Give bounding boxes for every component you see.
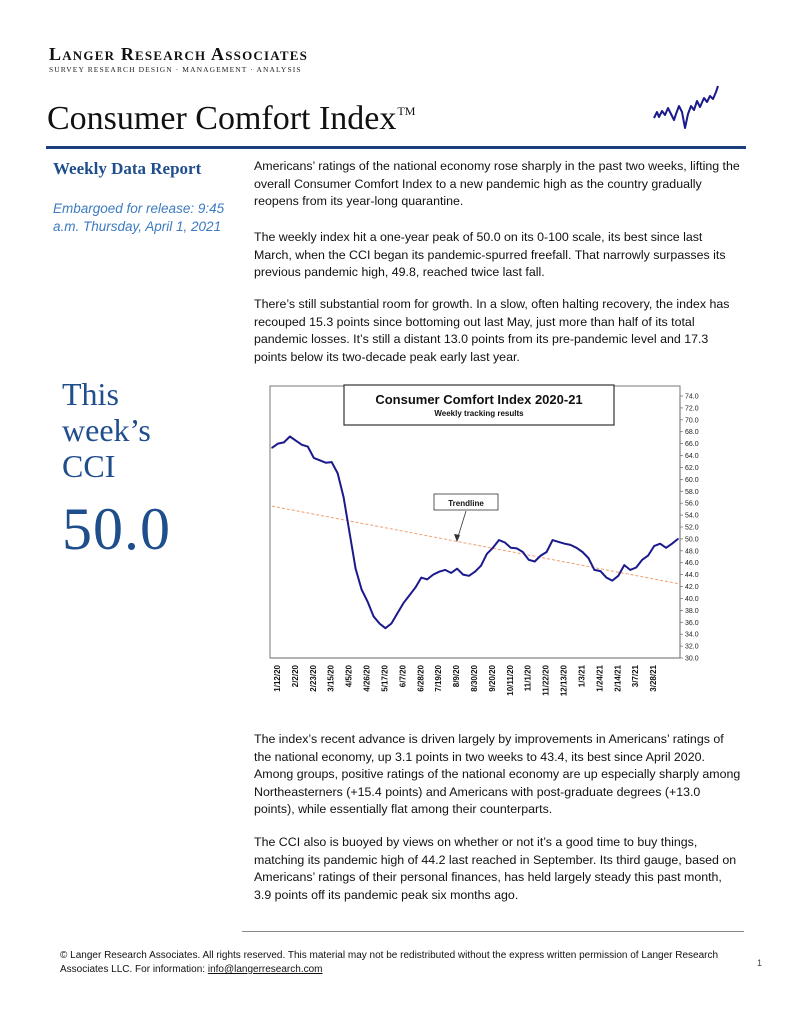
x-tick-label: 9/20/20 [487,665,497,692]
cci-value: 50.0 [62,496,171,562]
y-tick-label: 68.0 [685,429,699,437]
y-tick-label: 70.0 [685,417,699,425]
x-tick-label: 1/3/21 [577,665,587,688]
x-tick-label: 1/24/21 [595,665,605,692]
data-point [426,579,428,581]
data-point [343,496,345,498]
data-point [600,570,602,572]
y-tick-label: 74.0 [685,393,699,401]
x-tick-label: 2/23/20 [308,665,318,692]
cci-label: This week’s CCI [62,376,151,484]
y-tick-label: 72.0 [685,405,699,413]
y-tick-label: 44.0 [685,572,699,580]
x-tick-label: 4/26/20 [362,665,372,692]
y-tick-label: 36.0 [685,619,699,627]
data-point [671,543,673,545]
data-point [438,571,440,573]
y-tick-label: 54.0 [685,512,699,520]
data-point [516,548,518,550]
data-point [486,553,488,555]
x-tick-label: 10/11/20 [505,665,515,696]
data-point [576,547,578,549]
y-tick-label: 48.0 [685,548,699,556]
data-point [468,575,470,577]
x-tick-label: 3/7/21 [631,665,641,688]
trademark-mark: TM [397,104,416,118]
data-point [570,544,572,546]
x-tick-label: 12/13/20 [559,665,569,697]
data-point [534,561,536,563]
data-point [653,545,655,547]
y-tick-group [680,394,699,663]
data-point [403,602,405,604]
data-point [504,542,506,544]
body-paragraph-2: The weekly index hit a one-year peak of 50.0 on its 0-100 scale, its best since last March, when the CCI began its pandemic-spurred freefall. That narrowly surpasses its previous pandemic high, 49.8, reached twice last fall. [254,230,726,279]
title-text: Consumer Comfort Index [47,100,397,137]
contact-email-link[interactable]: info@langerresearch.com [207,964,323,975]
data-point [623,564,625,566]
data-point [665,547,667,549]
x-tick-label: 6/28/20 [416,665,426,692]
data-point [271,447,273,449]
zigzag-line-logo-icon [652,84,722,138]
x-tick-label: 8/9/20 [452,665,462,688]
x-tick-label: 11/22/20 [541,665,551,696]
data-point [289,436,291,438]
data-point [367,601,369,603]
body-paragraph-1: Americans’ ratings of the national economy rose sharply in the past two weeks, lifting the overall Consumer Comfort Index to a new pandemic high as the country gradually reopens from its year-long quarantine. [254,159,740,208]
data-point [414,587,416,589]
y-tick-label: 40.0 [685,595,699,603]
page-title [47,100,415,138]
data-point [522,551,524,553]
data-point [379,623,381,625]
y-tick-label: 30.0 [685,655,699,663]
brand-tagline: SURVEY RESEARCH DESIGN · MANAGEMENT · ANALYSIS [49,65,302,74]
trendline-callout: Trendline [448,499,484,508]
brand-name: Langer Research Associates [49,44,309,64]
data-point [283,442,285,444]
footer-text: © Langer Research Associates. All rights reserved. This material may not be redistributed without the express written permission of Langer Research Associates LLC. For information: [60,950,719,975]
data-point [301,444,303,446]
x-tick-label: 5/17/20 [380,665,390,692]
data-point [492,547,494,549]
data-point [659,543,661,545]
data-point [647,555,649,557]
y-tick-label: 64.0 [685,453,699,461]
x-tick-label: 2/14/21 [613,665,623,692]
x-tick-group [273,664,658,696]
data-point [546,551,548,553]
data-point [606,577,608,579]
data-point [558,541,560,543]
data-point [641,559,643,561]
data-point [528,559,530,561]
data-point [617,575,619,577]
cci-line-chart [262,382,702,704]
page-number: 1 [757,958,763,968]
data-point [629,569,631,571]
data-point [385,627,387,629]
y-tick-label: 66.0 [685,441,699,449]
data-point [498,539,500,541]
data-point [319,460,321,462]
x-tick-label: 6/7/20 [398,665,408,688]
x-tick-label: 3/15/20 [326,665,336,692]
footer-rule [242,931,744,932]
embargo-notice: Embargoed for release: 9:45 a.m. Thursday, April 1, 2021 [53,201,225,234]
y-tick-label: 50.0 [685,536,699,544]
y-tick-label: 34.0 [685,631,699,639]
data-point [510,547,512,549]
data-point [409,595,411,597]
y-tick-label: 42.0 [685,584,699,592]
data-point [331,461,333,463]
body-paragraph-5: The CCI also is buoyed by views on whether or not it’s a good time to buy things, matching its pandemic high of 44.2 last reached in September. Its third gauge, based on Americans’ ratings of their personal finances, has held largely steady this past month, 3.9 points off its pandemic peak six months ago. [254,835,737,902]
x-tick-label: 7/19/20 [434,665,444,692]
data-point [361,589,363,591]
data-point [564,543,566,545]
body-paragraph-3: There’s still substantial room for growth. In a slow, often halting recovery, the index has recouped 15.3 points since bottoming out last May, just more than half of its total pandemic losses. It’s still a distant 13.0 points from its pre-pandemic level and 17.3 points below its two-decade peak early last year. [254,297,730,364]
x-tick-label: 4/5/20 [344,665,354,688]
y-tick-label: 60.0 [685,476,699,484]
x-tick-label: 3/28/21 [649,665,659,692]
data-point [391,623,393,625]
body-paragraph-4: The index’s recent advance is driven largely by improvements in Americans’ ratings of the national economy, up 3.1 points in two weeks to 43.4, its best since April 2020. Among groups, positive ratings of the national economy are up especially sharply among Northeasterners (+15.4 points) and Americans with post-graduate degrees (+13.0 points), while essentially flat among their counterparts. [254,732,741,816]
data-point [594,569,596,571]
data-point [552,539,554,541]
chart-subtitle: Weekly tracking results [434,409,524,418]
data-point [313,457,315,459]
data-point [355,568,357,570]
x-tick-label: 11/1/20 [523,665,533,692]
data-point [337,473,339,475]
data-point [588,557,590,559]
data-point [462,574,464,576]
y-tick-label: 52.0 [685,524,699,532]
data-point [480,565,482,567]
y-tick-label: 58.0 [685,488,699,496]
data-point [432,574,434,576]
report-type-label: Weekly Data Report [53,159,202,178]
data-point [474,571,476,573]
y-tick-label: 46.0 [685,560,699,568]
data-point [420,577,422,579]
x-tick-label: 1/12/20 [272,665,282,692]
data-point [582,551,584,553]
data-point [349,532,351,534]
data-point [677,538,679,540]
data-point [635,567,637,569]
data-point [325,462,327,464]
data-point [277,443,279,445]
plot-frame [270,386,680,658]
data-point [456,568,458,570]
header-rule [46,146,746,149]
y-tick-label: 32.0 [685,643,699,651]
y-tick-label: 38.0 [685,607,699,615]
chart-title: Consumer Comfort Index 2020-21 [375,392,583,407]
copyright-footer [60,949,740,977]
data-point [307,446,309,448]
data-point [450,572,452,574]
y-tick-label: 62.0 [685,464,699,472]
x-tick-label: 8/30/20 [470,665,479,692]
y-tick-label: 56.0 [685,500,699,508]
data-point [540,555,542,557]
data-point [295,440,297,442]
data-point [373,616,375,618]
data-point [612,580,614,582]
data-point [397,613,399,615]
data-point [444,569,446,571]
x-tick-label: 2/2/20 [290,665,300,688]
